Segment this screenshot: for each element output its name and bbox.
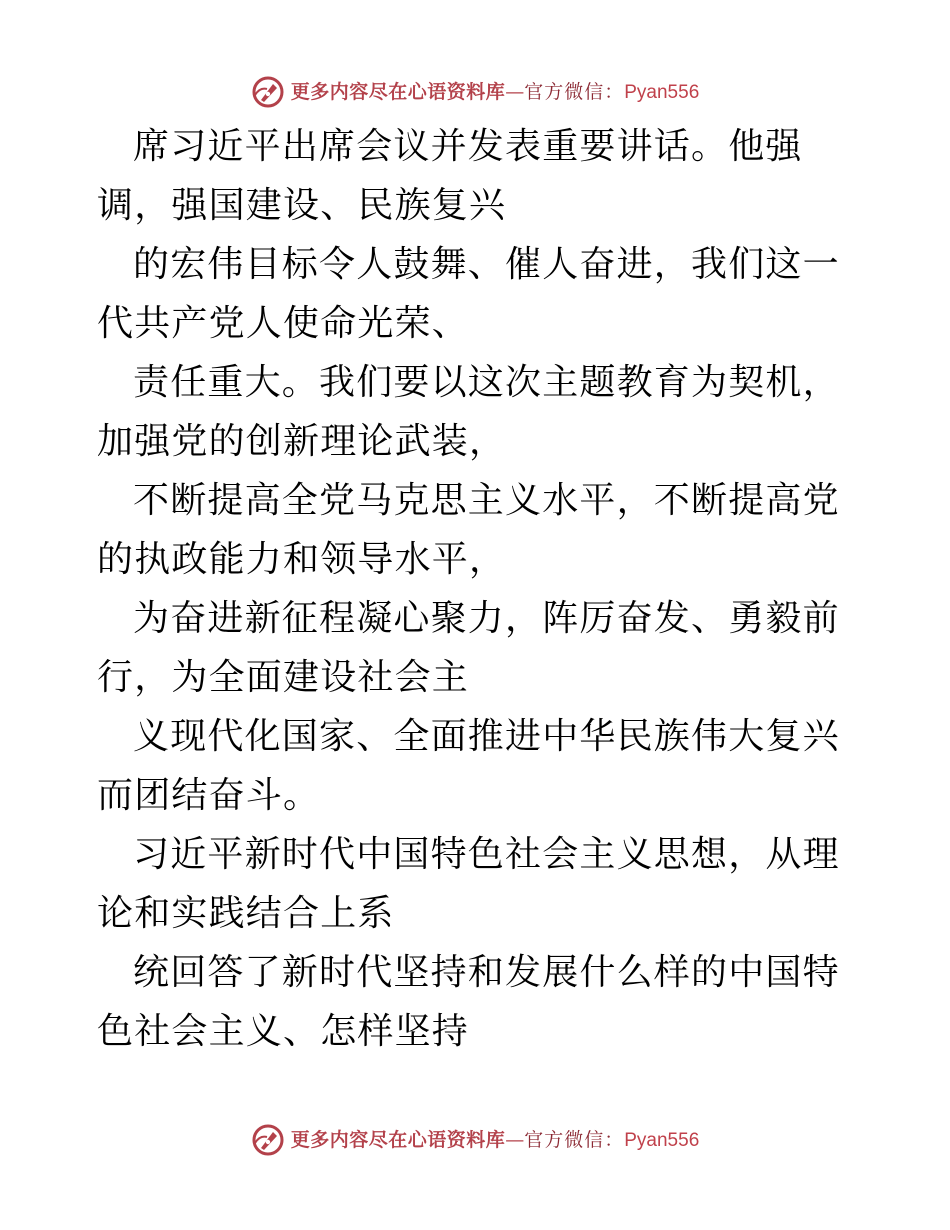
banner-separator: — <box>505 80 525 103</box>
document-body <box>97 117 853 1061</box>
banner-separator: — <box>505 1128 525 1151</box>
paragraph: 责任重大。我们要以这次主题教育为契机，加强党的创新理论武装， <box>97 362 840 462</box>
paragraph: 为奋进新征程凝心聚力，阵厉奋发、勇毅前行，为全面建设社会主 <box>97 598 840 698</box>
pen-nib-icon <box>251 1123 285 1157</box>
paragraph: 席习近平出席会议并发表重要讲话。他强调，强国建设、民族复兴 <box>97 126 803 226</box>
banner-wechat-label: 官方微信： <box>524 1128 625 1151</box>
paragraph: 义现代化国家、全面推进中华民族伟大复兴而团结奋斗。 <box>97 716 840 816</box>
banner-wechat-label: 官方微信： <box>524 80 625 103</box>
paragraph: 习近平新时代中国特色社会主义思想，从理论和实践结合上系 <box>97 834 840 934</box>
paragraph: 统回答了新时代坚持和发展什么样的中国特色社会主义、怎样坚持 <box>97 952 840 1052</box>
footer-banner <box>0 1120 950 1160</box>
banner-wechat-id: Pyan556 <box>624 1129 700 1151</box>
paragraph: 的宏伟目标令人鼓舞、催人奋进，我们这一代共产党人使命光荣、 <box>97 244 840 344</box>
header-banner <box>0 72 950 112</box>
pen-nib-icon <box>251 75 285 109</box>
banner-wechat-id: Pyan556 <box>624 81 700 103</box>
banner-title: 更多内容尽在心语资料库 <box>290 80 506 103</box>
paragraph: 不断提高全党马克思主义水平，不断提高党的执政能力和领导水平， <box>97 480 840 580</box>
banner-title: 更多内容尽在心语资料库 <box>290 1128 506 1151</box>
